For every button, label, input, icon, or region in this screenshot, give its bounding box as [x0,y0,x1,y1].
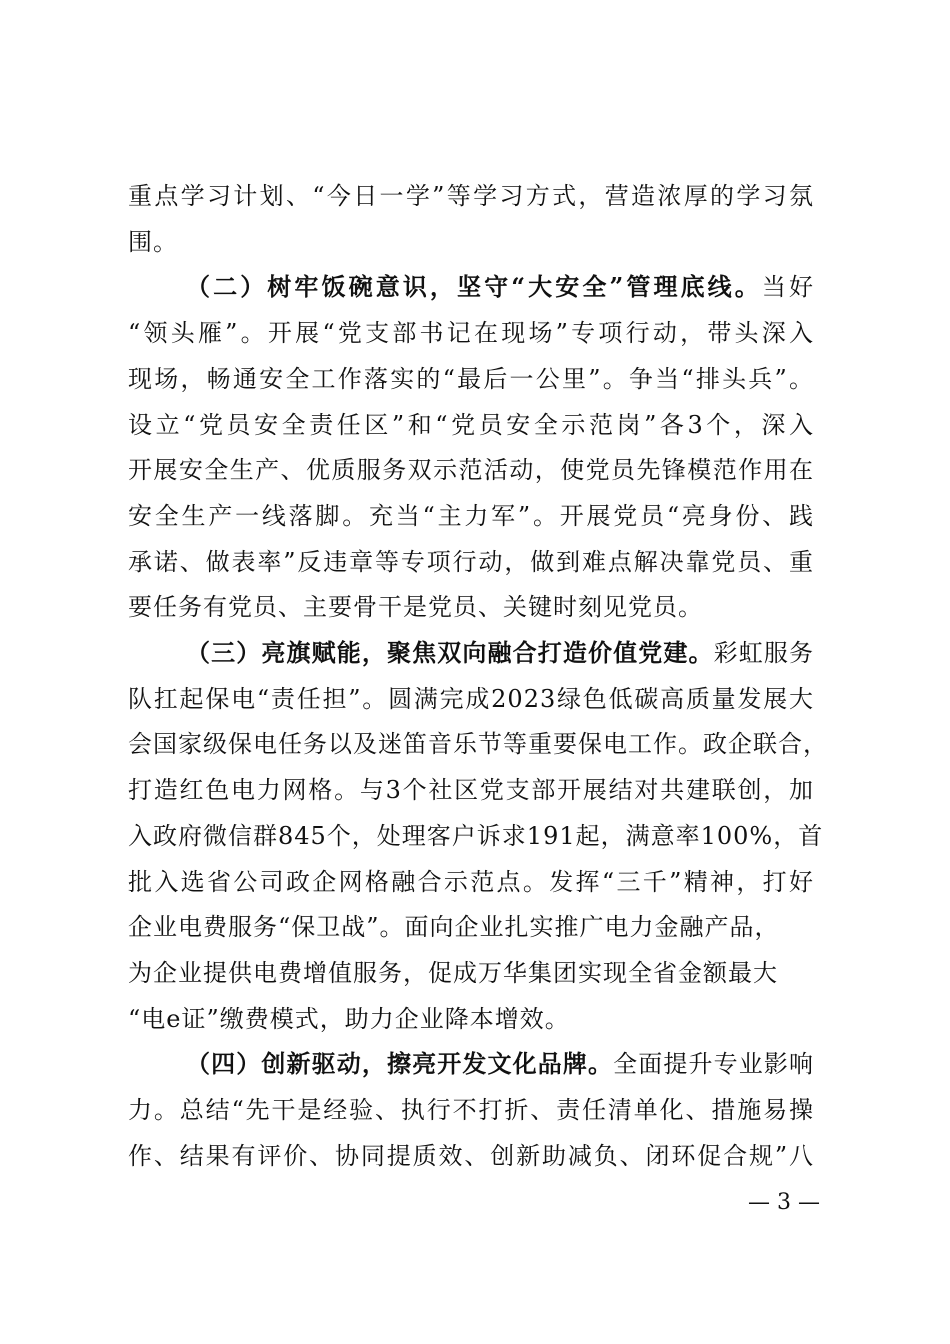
text-line [128,405,814,445]
line-text: 设立“党员安全责任区”和“党员安全示范岗”各3个，深入 [128,410,814,439]
text-line [186,633,814,673]
text-line [128,999,814,1039]
paragraph-heading: （四）创新驱动，擦亮开发文化品牌。 [186,1049,614,1079]
line-text: 批入选省公司政企网格融合示范点。发挥“三千”精神，打好 [128,867,814,896]
text-line [128,862,814,902]
line-text: “电e证”缴费模式，助力企业降本增效。 [128,1004,570,1033]
text-line [128,222,814,262]
line-text: 现场，畅通安全工作落实的“最后一公里”。争当“排头兵”。 [128,364,814,393]
line-text: 全面提升专业影响 [613,1050,814,1079]
line-text: 重点学习计划、“今日一学”等学习方式，营造浓厚的学习氛 [128,182,814,210]
text-line [128,770,814,810]
line-text: 彩虹服务 [713,639,814,667]
text-line [128,542,814,582]
line-text: 打造红色电力网格。与3个社区党支部开展结对共建联创，加 [128,776,814,805]
line-text: 力。总结“先干是经验、执行不打折、责任清单化、措施易操 [128,1096,814,1124]
line-text: 入政府微信群845个，处理客户诉求191起，满意率100%，首 [128,821,824,850]
text-line [128,313,814,353]
line-text: 承诺、做表率”反违章等专项行动，做到难点解决靠党员、重 [128,547,814,576]
text-line [128,587,814,627]
line-text: 会国家级保电任务以及迷笛音乐节等重要保电工作。政企联合， [128,730,828,759]
text-line [128,953,814,993]
text-line [128,724,828,764]
text-line [128,1136,814,1176]
paragraph-heading: （二）树牢饭碗意识，坚守“大安全”管理底线。 [186,272,762,302]
text-line [128,1090,814,1130]
paragraph-heading: （三）亮旗赋能，聚焦双向融合打造价值党建。 [186,638,714,667]
line-text: 安全生产一线落脚。充当“主力军”。开展党员“亮身份、践 [128,501,814,530]
line-text: 作、结果有评价、协同提质效、创新助减负、闭环促合规”八 [128,1141,814,1170]
line-text: 队扛起保电“责任担”。圆满完成2023绿色低碳高质量发展大 [128,684,814,713]
text-line [128,907,814,947]
line-text: 要任务有党员、主要骨干是党员、关键时刻见党员。 [128,593,703,622]
text-line [186,267,814,307]
line-text: 为企业提供电费增值服务，促成万华集团实现全省金额最大 [128,958,778,987]
line-text: 开展安全生产、优质服务双示范活动，使党员先锋模范作用在 [128,456,814,485]
text-line [128,450,814,490]
line-text: 当好 [761,273,815,302]
line-text: 围。 [128,227,178,256]
page-number: — 3 — [748,1190,820,1215]
text-line [128,176,814,216]
text-line [128,679,814,719]
text-line [128,816,824,856]
text-line [186,1044,814,1084]
line-text: 企业电费服务“保卫战”。面向企业扎实推广电力金融产品， [128,913,780,942]
text-line [128,496,814,536]
line-text: “领头雁”。开展“党支部书记在现场”专项行动，带头深入 [128,319,814,348]
text-line [128,359,814,399]
